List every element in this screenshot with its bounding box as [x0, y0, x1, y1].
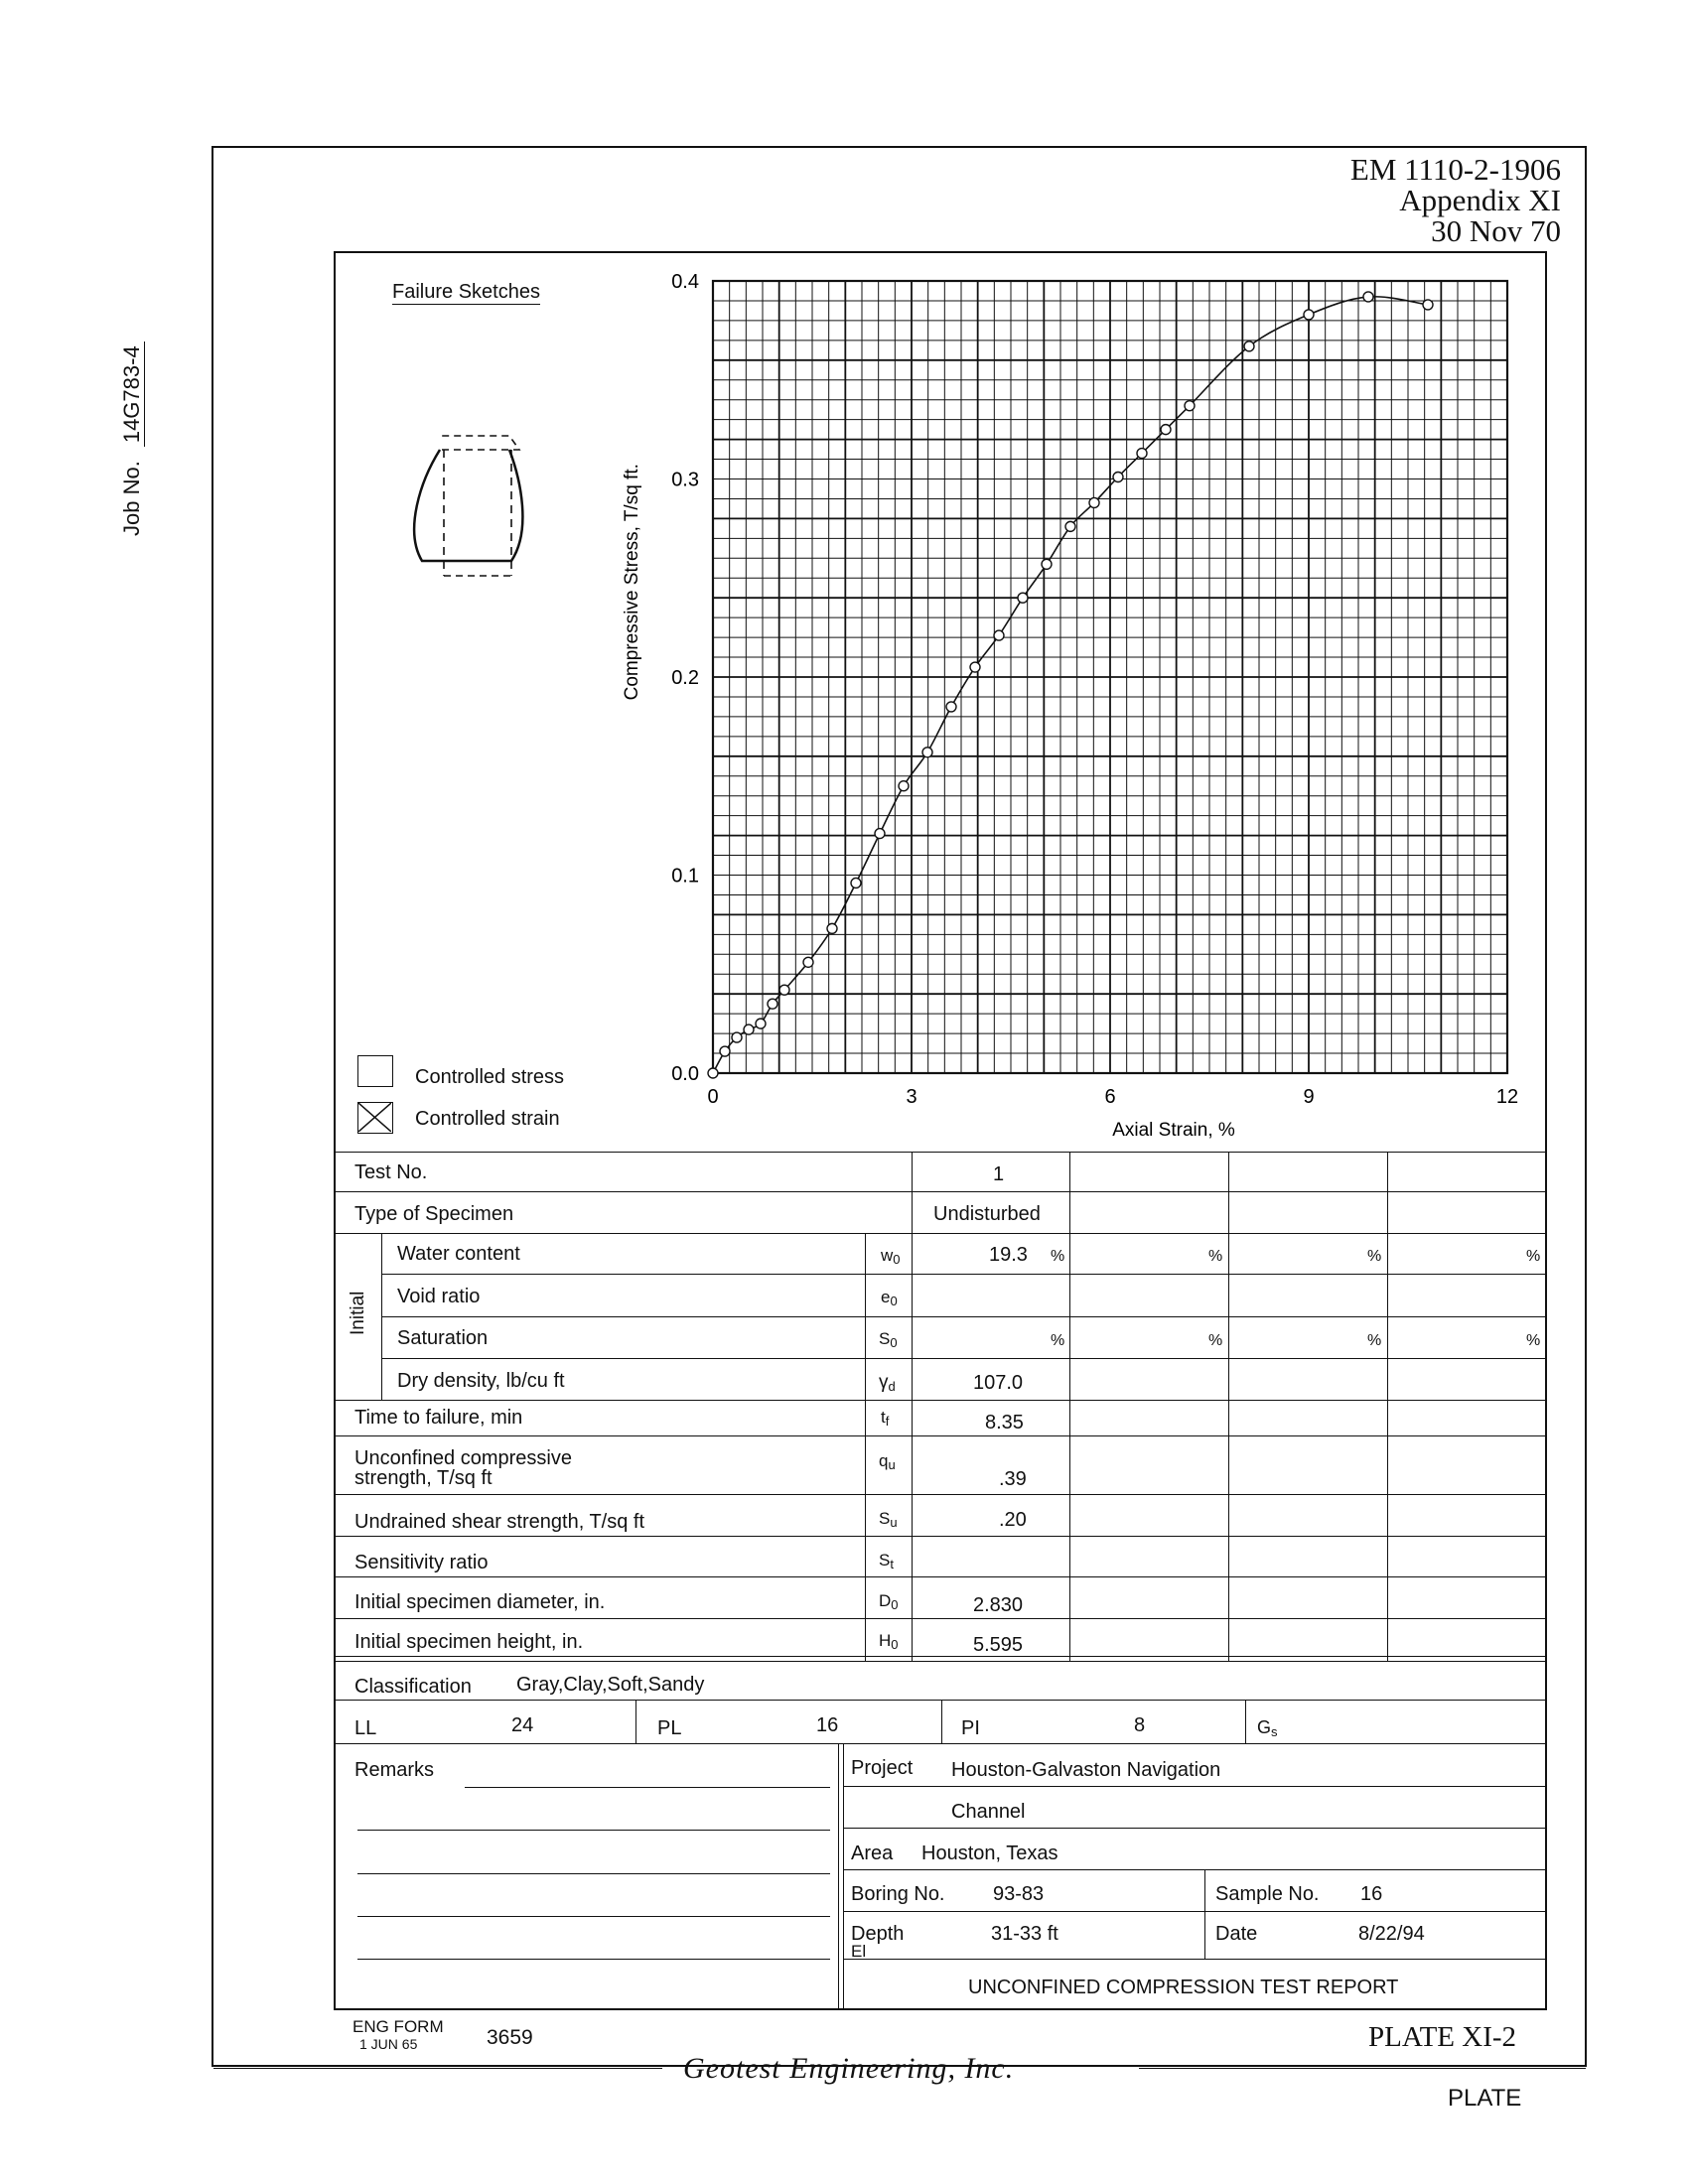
remarks-divider [843, 1743, 844, 2009]
data-points [708, 292, 1433, 1078]
appendix-label: Appendix XI [1399, 183, 1561, 217]
job-number [119, 119, 145, 536]
data-point [994, 630, 1004, 640]
symbol-subscript: 0 [891, 1597, 899, 1612]
ucs-label-line1: Unconfined compressive [354, 1447, 572, 1469]
plate-bottom-label: PLATE [1448, 2085, 1522, 2112]
boring-value: 93-83 [993, 1883, 1045, 1905]
x-tick-label: 3 [906, 1086, 917, 1108]
el-label: El [851, 1942, 867, 1961]
controlled-strain-label: Controlled strain [415, 1108, 560, 1130]
initial-column-rule [381, 1233, 382, 1400]
data-point [1089, 497, 1099, 507]
y-axis-label: Compressive Stress, T/sq ft. [622, 464, 642, 701]
row-rule [335, 1435, 1546, 1436]
sat-pct-3: % [1367, 1332, 1382, 1349]
sample-value: 16 [1360, 1883, 1383, 1905]
depth-label: Depth [851, 1923, 905, 1945]
time-to-failure-label: Time to failure, min [354, 1407, 523, 1429]
controlled-strain-checkbox [357, 1102, 393, 1134]
symbol-subscript: 0 [890, 1335, 898, 1350]
water-content-value: 19.3 [989, 1244, 1028, 1266]
symbol-subscript: t [890, 1557, 894, 1571]
dry-density-label: Dry density, lb/cu ft [397, 1370, 565, 1392]
y-tick-label: 0.2 [671, 667, 699, 689]
remarks-line [357, 1830, 830, 1831]
data-point [1018, 593, 1028, 603]
classification-value: Gray,Clay,Soft,Sandy [516, 1674, 705, 1696]
data-point [1065, 521, 1075, 531]
pi-column-rule [941, 1700, 942, 1743]
symbol-letter: D [879, 1591, 892, 1610]
manual-number: EM 1110-2-1906 [1349, 152, 1561, 187]
data-point [768, 999, 777, 1009]
gs-label [1257, 1717, 1278, 1739]
data-point [1113, 473, 1123, 482]
stress-strain-chart [596, 253, 1549, 1152]
symbol-letter: q [879, 1451, 889, 1470]
symbol-subscript: u [890, 1515, 898, 1530]
water-content-symbol [881, 1246, 901, 1267]
symbol-subscript: s [1271, 1724, 1278, 1739]
symbol-subscript: u [888, 1457, 896, 1472]
remarks-line [357, 1873, 830, 1874]
job-number-value: 14G783-4 [119, 341, 145, 447]
symbol-column-rule [865, 1233, 866, 1661]
water-pct-4: % [1526, 1248, 1541, 1265]
x-tick-label: 6 [1104, 1086, 1116, 1108]
controlled-stress-label: Controlled stress [415, 1066, 565, 1088]
data-point [899, 781, 909, 791]
data-point [851, 878, 861, 887]
data-point [779, 985, 789, 995]
x-tick-label: 0 [707, 1086, 719, 1108]
data-point [1244, 341, 1254, 351]
dry-density-value: 107.0 [973, 1372, 1024, 1394]
gs-column-rule [1245, 1700, 1246, 1743]
symbol-letter: G [1257, 1717, 1272, 1737]
row-rule [335, 1233, 1546, 1234]
boring-label: Boring No. [851, 1883, 945, 1905]
row-rule [335, 1191, 1546, 1192]
x-axis-label: Axial Strain, % [1112, 1120, 1235, 1141]
test-no-value: 1 [993, 1163, 1005, 1185]
data-point [744, 1024, 754, 1034]
row-rule [381, 1358, 1546, 1359]
project-rule [843, 1828, 1546, 1829]
remarks-label: Remarks [354, 1759, 435, 1781]
date-value: 8/22/94 [1358, 1923, 1425, 1945]
symbol-subscript: d [888, 1379, 896, 1394]
specimen-type-label: Type of Specimen [354, 1203, 514, 1225]
y-tick-label: 0.3 [671, 469, 699, 491]
remarks-line [465, 1787, 830, 1788]
time-symbol [881, 1408, 889, 1429]
y-tick-label: 0.0 [671, 1063, 699, 1085]
row-rule [335, 1743, 1546, 1744]
data-point [970, 662, 980, 672]
sample-divider [1204, 1869, 1205, 1959]
remarks-line [357, 1959, 830, 1960]
test2-column-rule [1069, 1152, 1070, 1661]
sat-pct-4: % [1526, 1332, 1541, 1349]
row-rule [381, 1274, 1546, 1275]
data-point [803, 957, 813, 967]
symbol-letter: t [881, 1408, 886, 1427]
diameter-label: Initial specimen diameter, in. [354, 1591, 606, 1613]
data-point [946, 702, 956, 712]
data-point [1423, 300, 1433, 310]
pl-column-rule [635, 1700, 636, 1743]
symbol-subscript: 0 [893, 1252, 901, 1267]
symbol-letter: S [879, 1551, 891, 1570]
symbol-subscript: 0 [891, 1637, 899, 1652]
sample-label: Sample No. [1215, 1883, 1320, 1905]
data-point [708, 1068, 718, 1078]
eng-form-label: ENG FORM [352, 2017, 444, 2036]
eng-form-date: 1 JUN 65 [359, 2036, 418, 2052]
footer-rule-left [213, 2068, 662, 2069]
data-point [1137, 449, 1147, 459]
y-tick-label: 0.4 [671, 271, 699, 293]
ll-value: 24 [511, 1714, 534, 1736]
saturation-label: Saturation [397, 1327, 489, 1349]
test4-column-rule [1387, 1152, 1388, 1661]
ucs-symbol [879, 1451, 896, 1472]
footer-rule-right [1139, 2068, 1586, 2069]
project-rule [843, 1959, 1546, 1960]
classification-label: Classification [354, 1676, 472, 1698]
stress-strain-curve [713, 297, 1428, 1073]
project-rule [843, 1786, 1546, 1787]
data-point [1304, 310, 1314, 320]
symbol-letter: e [881, 1288, 891, 1306]
failure-sketches-title: Failure Sketches [392, 281, 540, 303]
plate-label: PLATE XI-2 [1368, 2021, 1517, 2053]
project-rule [843, 1911, 1546, 1912]
height-value: 5.595 [973, 1634, 1024, 1656]
job-number-label: Job No. [119, 461, 144, 536]
row-rule [335, 1700, 1546, 1701]
specimen-type-value: Undisturbed [933, 1203, 1041, 1225]
row-rule [335, 1576, 1546, 1577]
diameter-symbol [879, 1591, 899, 1612]
data-point [720, 1046, 730, 1056]
height-label: Initial specimen height, in. [354, 1631, 584, 1653]
project-name-line1: Houston-Galvaston Navigation [951, 1759, 1221, 1781]
report-title: UNCONFINED COMPRESSION TEST REPORT [968, 1977, 1399, 1998]
sat-pct-2: % [1208, 1332, 1223, 1349]
failure-sketch-icon [402, 432, 541, 591]
ucs-value: .39 [999, 1468, 1027, 1490]
x-tick-label: 9 [1303, 1086, 1315, 1108]
data-point [827, 923, 837, 933]
data-point [875, 829, 885, 839]
depth-value: 31-33 ft [991, 1923, 1058, 1945]
symbol-letter: γ [879, 1372, 889, 1393]
project-rule [843, 1869, 1546, 1870]
ll-label: LL [354, 1717, 377, 1739]
pi-value: 8 [1134, 1714, 1146, 1736]
controlled-stress-checkbox [357, 1055, 393, 1087]
symbol-letter: S [879, 1509, 891, 1528]
table-top-rule [335, 1152, 1546, 1153]
header-date: 30 Nov 70 [1431, 213, 1561, 248]
shear-strength-label: Undrained shear strength, T/sq ft [354, 1511, 645, 1533]
remarks-line [357, 1916, 830, 1917]
ucs-label-line2: strength, T/sq ft [354, 1467, 493, 1489]
water-pct-1: % [1051, 1248, 1065, 1265]
water-content-label: Water content [397, 1243, 520, 1265]
water-pct-3: % [1367, 1248, 1382, 1265]
diameter-value: 2.830 [973, 1594, 1024, 1616]
symbol-letter: H [879, 1631, 892, 1650]
row-rule [335, 1494, 1546, 1495]
data-point [1185, 401, 1195, 411]
eng-form-number: 3659 [487, 2026, 533, 2049]
project-label: Project [851, 1757, 914, 1779]
y-tick-label: 0.1 [671, 865, 699, 887]
row-rule-double [335, 1661, 1546, 1662]
symbol-letter: S [879, 1329, 891, 1348]
sensitivity-label: Sensitivity ratio [354, 1552, 489, 1573]
company-name: Geotest Engineering, Inc. [683, 2052, 1015, 2085]
test-no-label: Test No. [354, 1161, 428, 1183]
pi-label: PI [961, 1717, 980, 1739]
symbol-letter: w [881, 1246, 894, 1265]
initial-group-label: Initial [348, 1291, 368, 1335]
area-label: Area [851, 1843, 894, 1864]
symbol-subscript: 0 [890, 1294, 898, 1308]
shear-symbol [879, 1509, 898, 1530]
pl-label: PL [657, 1717, 682, 1739]
row-rule-double [335, 1656, 1546, 1657]
shear-strength-value: .20 [999, 1509, 1027, 1531]
void-ratio-symbol [881, 1288, 898, 1308]
data-point [732, 1032, 742, 1042]
sat-pct-1: % [1051, 1332, 1065, 1349]
row-rule [381, 1316, 1546, 1317]
remarks-divider [838, 1743, 839, 2009]
area-value: Houston, Texas [921, 1843, 1058, 1864]
void-ratio-label: Void ratio [397, 1286, 481, 1307]
data-point [756, 1019, 766, 1028]
time-to-failure-value: 8.35 [985, 1412, 1024, 1433]
project-name-line2: Channel [951, 1801, 1026, 1823]
row-rule [335, 1618, 1546, 1619]
dry-density-symbol [879, 1372, 896, 1394]
x-tick-label: 12 [1495, 1086, 1519, 1108]
data-point [1042, 559, 1052, 569]
row-rule [335, 1536, 1546, 1537]
checked-x-icon [358, 1103, 391, 1132]
row-rule [335, 1400, 1546, 1401]
symbol-subscript: f [885, 1414, 890, 1429]
pl-value: 16 [816, 1714, 839, 1736]
data-point [1363, 292, 1373, 302]
test3-column-rule [1228, 1152, 1229, 1661]
test1-column-rule [912, 1152, 913, 1661]
data-point [1161, 425, 1171, 435]
sensitivity-symbol [879, 1551, 894, 1571]
data-point [922, 748, 932, 757]
height-symbol [879, 1631, 899, 1652]
chart-grid [713, 281, 1507, 1073]
date-label: Date [1215, 1923, 1258, 1945]
water-pct-2: % [1208, 1248, 1223, 1265]
saturation-symbol [879, 1329, 898, 1350]
